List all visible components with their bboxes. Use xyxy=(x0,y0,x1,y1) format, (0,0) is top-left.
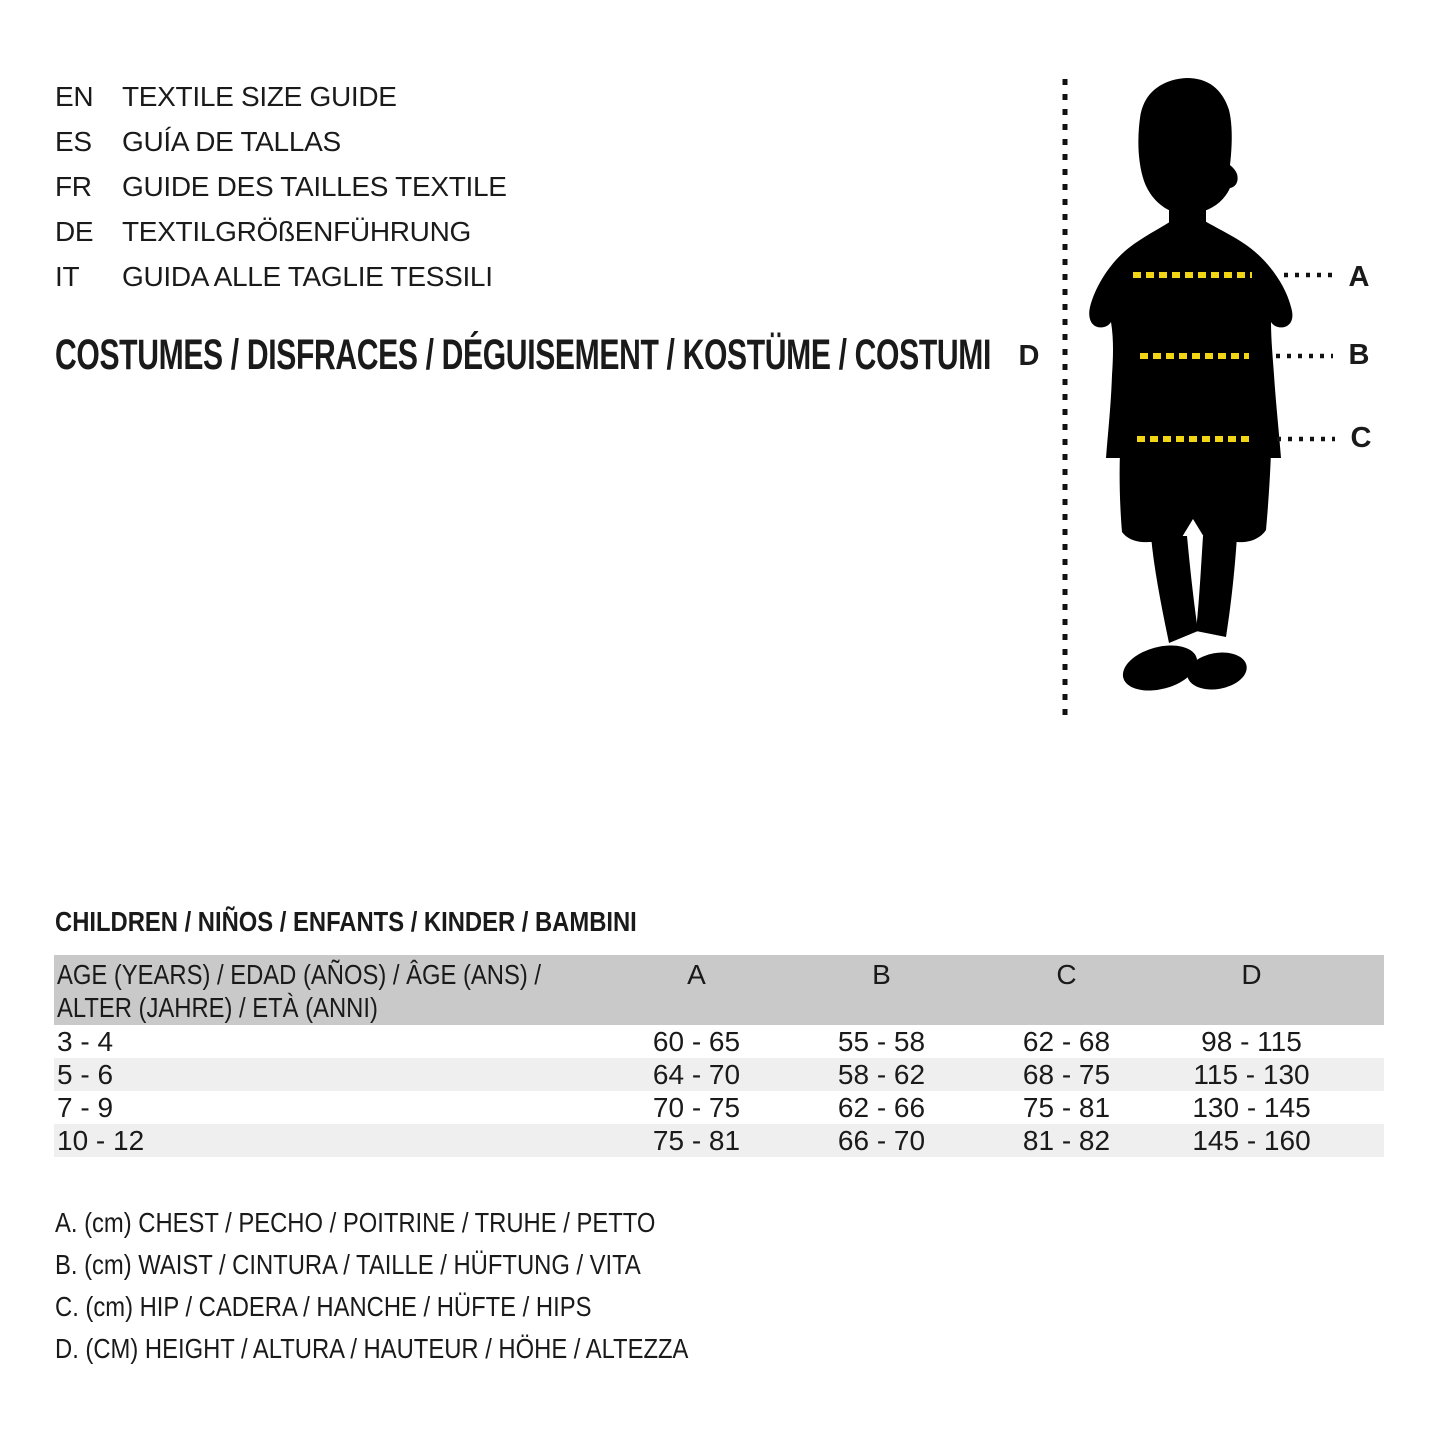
figure-label-b: B xyxy=(1348,339,1370,371)
table-row xyxy=(54,1091,1384,1124)
figure-label-c: C xyxy=(1350,422,1372,454)
shorts-shape xyxy=(1120,452,1271,542)
measurement-figure xyxy=(990,60,1445,730)
language-row xyxy=(55,74,507,119)
column-header-c: C xyxy=(1056,959,1077,990)
height-cell: 115 - 130 xyxy=(1193,1059,1310,1090)
legend-item-height xyxy=(55,1328,800,1370)
age-cell: 10 - 12 xyxy=(57,1125,145,1156)
hip-cell: 81 - 82 xyxy=(1022,1125,1111,1156)
age-cell: 5 - 6 xyxy=(57,1059,114,1090)
waist-cell: 55 - 58 xyxy=(837,1026,926,1057)
language-title: GUIDA ALLE TAGLIE TESSILI xyxy=(122,260,493,292)
section-title-children xyxy=(55,903,739,941)
age-cell: 7 - 9 xyxy=(57,1092,114,1123)
hip-cell: 62 - 68 xyxy=(1022,1026,1111,1057)
age-cell: 3 - 4 xyxy=(57,1026,114,1057)
legend-text: D. (CM) HEIGHT / ALTURA / HAUTEUR / HÖHE / ALTEZZA xyxy=(55,1333,689,1364)
legend-text: C. (cm) HIP / CADERA / HANCHE / HÜFTE / HIPS xyxy=(55,1291,592,1322)
category-heading: COSTUMES / DISFRACES / DÉGUISEMENT / KOSTÜME / COSTUMI xyxy=(55,331,991,379)
chest-cell: 60 - 65 xyxy=(652,1026,741,1057)
language-code: DE xyxy=(55,215,94,247)
language-code: EN xyxy=(55,80,94,112)
language-row xyxy=(55,164,507,209)
height-cell: 145 - 160 xyxy=(1192,1125,1311,1156)
torso-shape xyxy=(1089,220,1292,458)
table-row xyxy=(54,1058,1384,1091)
waist-cell: 62 - 66 xyxy=(837,1092,926,1123)
measurement-legend xyxy=(55,1202,800,1370)
language-code: FR xyxy=(55,170,92,202)
age-header-line1: AGE (YEARS) / EDAD (AÑOS) / ÂGE (ANS) / xyxy=(57,959,542,990)
table-row xyxy=(54,1025,1384,1058)
legend-item-waist xyxy=(55,1244,800,1286)
column-header-b: B xyxy=(872,959,891,990)
language-code: IT xyxy=(55,260,80,292)
size-table xyxy=(54,955,1384,1157)
column-header-a: A xyxy=(687,959,706,990)
hip-cell: 68 - 75 xyxy=(1022,1059,1111,1090)
height-cell: 98 - 115 xyxy=(1201,1026,1302,1057)
legend-text: B. (cm) WAIST / CINTURA / TAILLE / HÜFTUNG / VITA xyxy=(55,1249,641,1280)
figure-label-a: A xyxy=(1348,261,1370,293)
language-row xyxy=(55,254,507,299)
chest-cell: 70 - 75 xyxy=(652,1092,741,1123)
head-shape xyxy=(1138,78,1237,211)
language-row xyxy=(55,119,507,164)
chest-cell: 75 - 81 xyxy=(652,1125,741,1156)
section-title-text: CHILDREN / NIÑOS / ENFANTS / KINDER / BAMBINI xyxy=(55,906,637,937)
language-code: ES xyxy=(55,125,92,157)
child-silhouette-diagram xyxy=(990,60,1445,730)
hip-cell: 75 - 81 xyxy=(1022,1092,1111,1123)
language-title: GUÍA DE TALLAS xyxy=(122,125,341,157)
language-title: TEXTILGRÖßENFÜHRUNG xyxy=(122,215,471,247)
language-title: TEXTILE SIZE GUIDE xyxy=(122,80,397,112)
language-title: GUIDE DES TAILLES TEXTILE xyxy=(122,170,507,202)
waist-cell: 58 - 62 xyxy=(837,1059,926,1090)
table-row xyxy=(54,1124,1384,1157)
child-silhouette-icon xyxy=(1089,78,1292,698)
legend-item-hip xyxy=(55,1286,800,1328)
column-header-d: D xyxy=(1241,959,1262,990)
height-cell: 130 - 145 xyxy=(1192,1092,1311,1123)
chest-cell: 64 - 70 xyxy=(652,1059,741,1090)
figure-label-d: D xyxy=(1018,340,1040,372)
right-leg-shape xyxy=(1196,536,1237,637)
age-column-header xyxy=(54,955,604,1025)
legend-text: A. (cm) CHEST / PECHO / POITRINE / TRUHE / PETTO xyxy=(55,1207,656,1238)
language-list xyxy=(55,74,507,299)
language-row xyxy=(55,209,507,254)
legend-item-chest xyxy=(55,1202,800,1244)
left-leg-shape xyxy=(1151,536,1198,643)
age-header-line2: ALTER (JAHRE) / ETÀ (ANNI) xyxy=(57,992,378,1023)
waist-cell: 66 - 70 xyxy=(837,1125,926,1156)
table-header-row xyxy=(54,955,1384,1025)
